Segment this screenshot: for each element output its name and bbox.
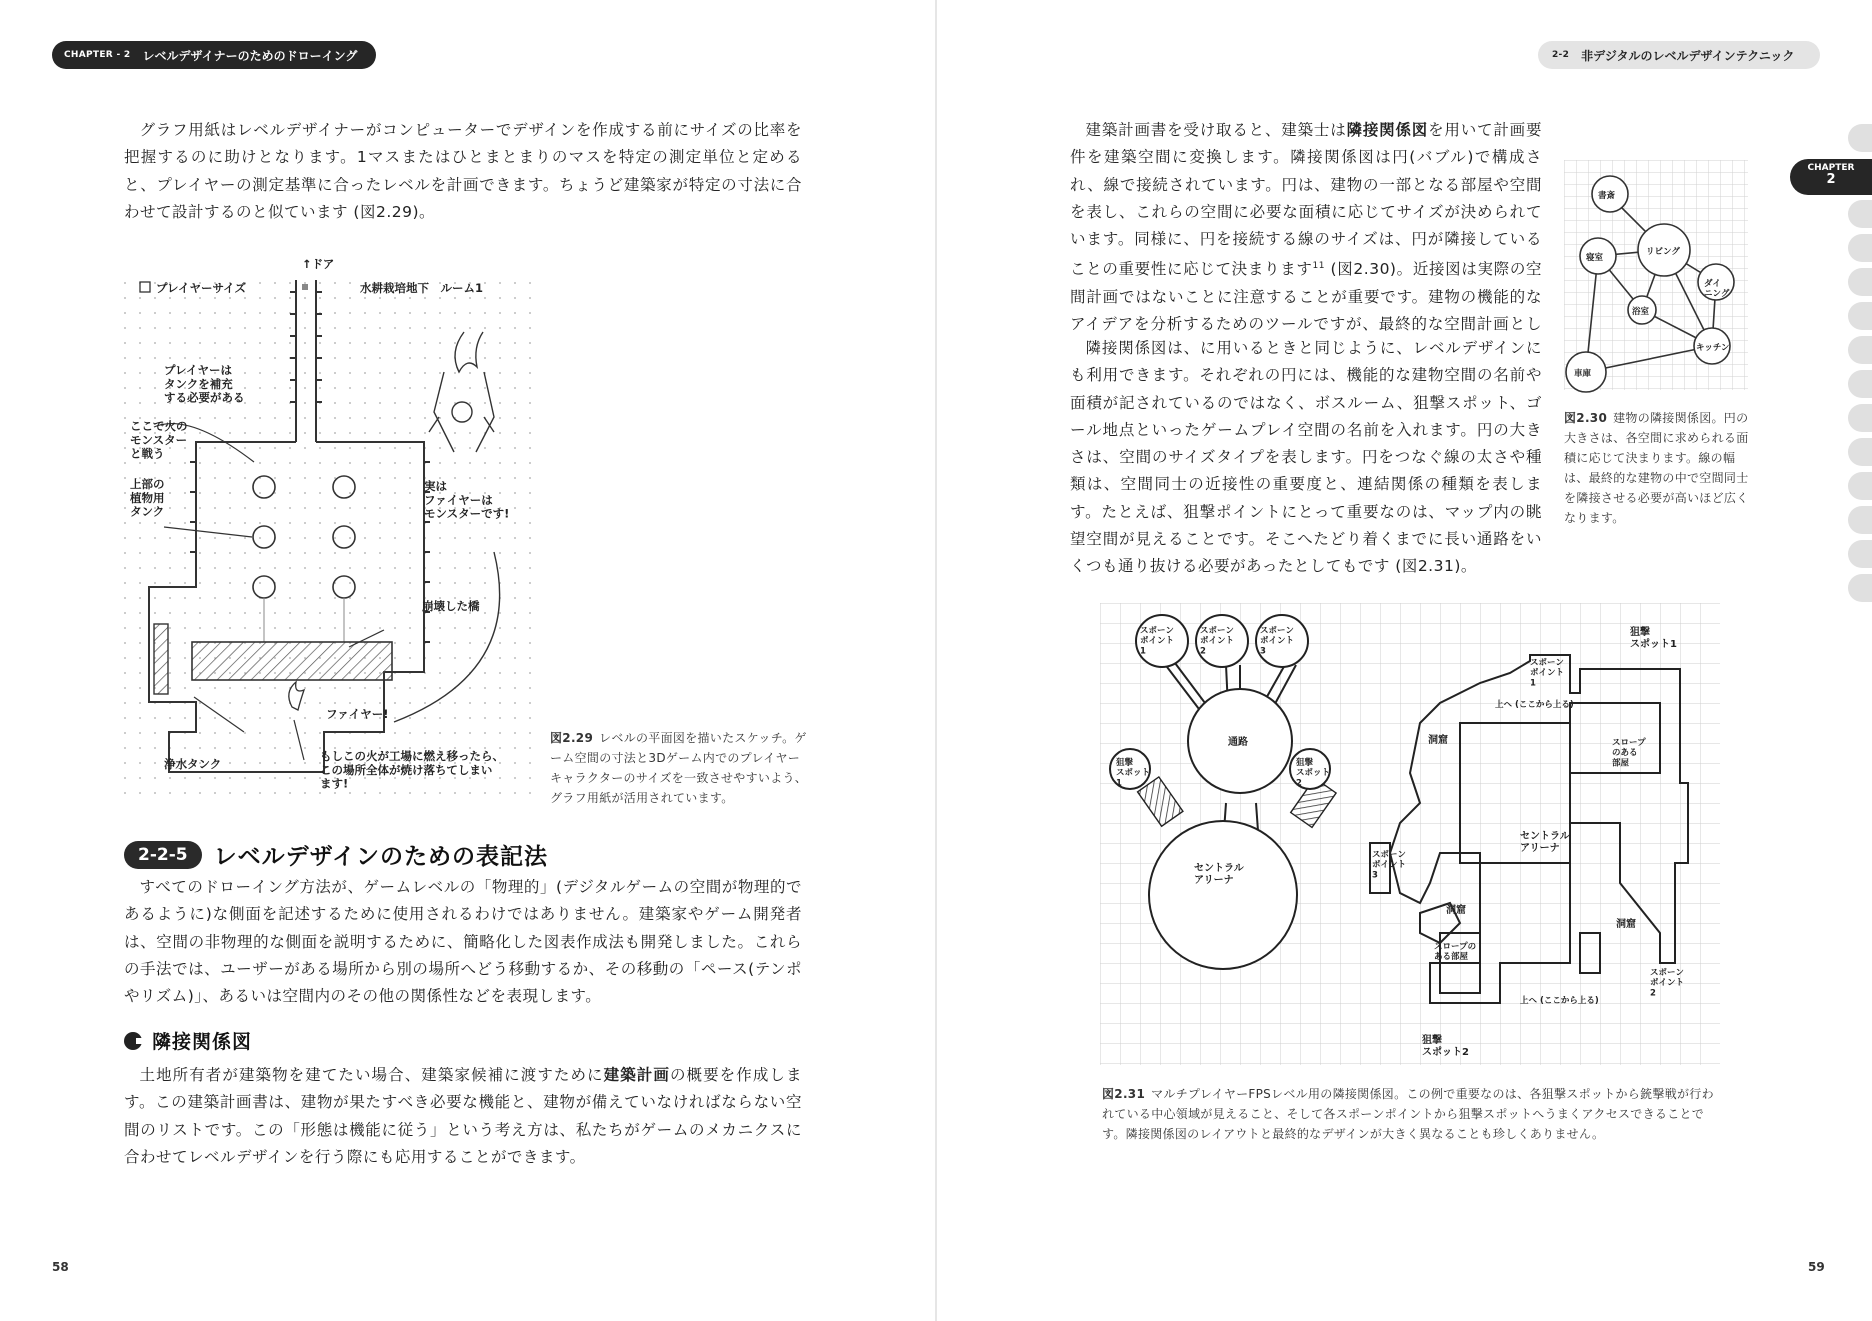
caption-label: 図2.31	[1102, 1087, 1146, 1101]
map-label-spawn2: スポーンポイント 2	[1650, 968, 1685, 999]
section-paragraph: すべてのドローイング方法が、ゲームレベルの「物理的」(デジタルゲームの空間が物理的であるように)な側面を記述するために使用されるわけではありません。建築家やゲーム開発者は、空間の非物理的な側面を説明するために、簡略化した図表作成法も開発しました。これらの手法では、ユーザーがある場所から別の場所へどう移動するか、その移動の「ペース(テンポやリズム)」、あるいは空間内のその他の関係性などを表現します。	[124, 878, 802, 1006]
paragraph-2: 隣接関係図は、に用いるときと同じように、レベルデザインにも利用できます。それぞれの円には、機能的な建物空間の名前や面積が記されているのではなく、ボスルーム、狙撃スポット、ゴール地点といったゲームプレイ空間の名前を入れます。円の大きさは、空間のサイズタイプを表します。円をつなぐ線の太さや種類は、空間同士の近接性の重要度と、連結関係の種類を表します。たとえば、狙撃ポイントにとって重要なのは、マップ内の眺望空間が見えることです。そこへたどり着くまでに長い通路をいくつも通り抜ける必要があったとしてもです (図2.31)。	[1070, 339, 1542, 576]
side-tab	[1848, 404, 1872, 432]
bubble-label-spawn3: スポーンポイント 3	[1260, 626, 1295, 657]
caption-text: 建物の隣接関係図。円の大きさは、各空間に求められる面積に応じて決まります。線の幅は、最終的な建物の中で空間同士を隣接させる必要が高いほど広くなります。	[1564, 411, 1749, 525]
right-para1	[1070, 117, 1542, 342]
chapter-title: レベルデザイナーのためのドローイング	[142, 48, 358, 63]
page-number-right: 59	[1808, 1260, 1825, 1274]
paragraph-1-text: 建築計画書を受け取ると、建築士は隣接関係図を用いて計画要件を建築空間に変換します。隣接関係図は円(バブル)で構成され、線で接続されています。円は、建物の一部となる部屋や空間を表し、これらの空間に必要な面積に応じてサイズが決められています。同様に、円を接続する線のサイズは、円が隣接していることの重要性に応じて決まります$^{11}$ (図2.30)。近接図は実際の空間計画ではないことに注意することが重要です。建物の機能的なアイデアを分析するためのツールですが、最終的な空間計画とし	[1070, 121, 1542, 334]
figure-2-29	[124, 252, 544, 807]
map-label-spawn3: スポーンポイント 3	[1372, 850, 1407, 881]
chapter-header	[52, 41, 376, 69]
subsection-text	[124, 1062, 802, 1171]
level-sketch	[124, 252, 544, 807]
right-para2	[1070, 335, 1542, 581]
chapter-tab-number: 2	[1826, 172, 1836, 187]
figure-2-31	[1100, 603, 1720, 1073]
side-tab	[1848, 370, 1872, 398]
section-header-title: 非デジタルのレベルデザインテクニック	[1581, 48, 1795, 63]
node-kitchen: キッチン	[1696, 343, 1730, 353]
node-study: 書斎	[1598, 191, 1616, 201]
map-label-central: セントラルアリーナ	[1520, 831, 1570, 854]
room-icon	[302, 284, 308, 290]
if-fire-label: もしこの火が工場に燃え移ったら、この場所全体が焼け落ちてしまいます!	[320, 749, 504, 791]
figure-2-29-caption	[550, 728, 808, 808]
map-label-up-top: 上へ (ここから上る)	[1495, 700, 1574, 710]
intro-text	[124, 117, 802, 226]
fight-label: ここで火のモンスターと戦う	[130, 419, 188, 461]
bullet-icon	[124, 1032, 142, 1050]
map-label-sniper1: 狙撃スポット1	[1630, 627, 1677, 650]
side-tab	[1848, 336, 1872, 364]
side-tab	[1848, 472, 1872, 500]
section-number: 2-2-5	[124, 841, 202, 869]
bubble-label-passage: 通路	[1228, 737, 1248, 748]
map-label-slope-top: スロープのある部屋	[1612, 738, 1646, 769]
map-label-cave3: 洞窟	[1616, 919, 1636, 930]
section-heading	[124, 838, 548, 871]
node-bedroom: 寝室	[1586, 253, 1604, 263]
water-tank-label: 浄水タンク	[164, 757, 222, 771]
node-bath: 浴室	[1632, 307, 1650, 317]
chapter-tab-label: CHAPTER	[1807, 163, 1855, 173]
refill-label: プレイヤーはタンクを補充する必要がある	[164, 363, 245, 405]
adjacency-diagram	[1564, 160, 1748, 400]
bubble-label-spawn2: スポーンポイント 2	[1200, 626, 1235, 657]
subsection-title: 隣接関係図	[152, 1031, 253, 1053]
caption-text: レベルの平面図を描いたスケッチ。ゲーム空間の寸法と3Dゲーム内でのプレイヤーキャラクターのサイズを一致させやすいよう、グラフ用紙が活用されています。	[550, 731, 808, 805]
chapter-tab	[1790, 159, 1872, 195]
figure-2-31-caption	[1102, 1084, 1722, 1144]
player-size-label: プレイヤーサイズ	[156, 281, 247, 295]
map-label-cave2: 洞窟	[1446, 905, 1466, 916]
side-tab	[1848, 302, 1872, 330]
map-label-slope-bottom: スロープのある部屋	[1434, 942, 1477, 963]
node-garage: 車庫	[1574, 369, 1592, 379]
map-label-cave1: 洞窟	[1428, 735, 1448, 746]
caption-label: 図2.29	[550, 731, 594, 745]
section-text	[124, 874, 802, 1010]
section-title: レベルデザインのための表記法	[213, 844, 548, 870]
side-tab	[1848, 268, 1872, 296]
caption-label: 図2.30	[1564, 411, 1608, 425]
bold-term: 隣接関係図	[1346, 121, 1429, 139]
fps-adjacency-map	[1100, 603, 1720, 1073]
side-tab	[1848, 234, 1872, 262]
bubble-label-sniper1: 狙撃スポット 1	[1116, 758, 1151, 789]
bubble-central	[1149, 821, 1297, 969]
figure-2-30	[1564, 160, 1748, 400]
upper-tank-label: 上部の植物用タンク	[130, 477, 165, 519]
intro-paragraph: グラフ用紙はレベルデザイナーがコンピューターでデザインを作成する前にサイズの比率を把握するのに助けとなります。1マスまたはひとまとまりのマスを特定の測定単位と定めると、プレイヤーの測定基準に合ったレベルを計画できます。ちょうど建築家が特定の寸法に合わせて設計するのと似ています (図2.29)。	[124, 121, 802, 221]
chapter-tag: CHAPTER - 2	[64, 50, 131, 60]
map-label-sniper2: 狙撃スポット2	[1422, 1035, 1469, 1058]
side-tab	[1848, 506, 1872, 534]
side-tab	[1848, 540, 1872, 568]
map-label-spawn1: スポーンポイント 1	[1530, 658, 1565, 689]
caption-text: マルチプレイヤーFPSレベル用の隣接関係図。この例で重要なのは、各狙撃スポットから銃撃戦が行われている中心領域が見えること、そして各スポーンポイントから狙撃スポットへうまくアクセスできることです。隣接関係図のレイアウトと最終的なデザインが大きく異なることも珍しくありません。	[1102, 1087, 1714, 1141]
bold-term: 建築計画	[603, 1066, 670, 1084]
bubble-label-central: セントラルアリーナ	[1194, 863, 1244, 886]
broken-bridge-label: 崩壊した橋	[422, 599, 480, 613]
node-living: リビング	[1646, 247, 1680, 257]
section-tag: 2-2	[1552, 50, 1570, 60]
side-tab	[1848, 124, 1872, 152]
monster-label: 実はファイヤーはモンスターです!	[424, 479, 510, 521]
subsection-heading	[124, 1027, 252, 1054]
section-header	[1538, 41, 1820, 69]
subsection-paragraph: 土地所有者が建築物を建てたい場合、建築家候補に渡すために建築計画の概要を作成します。この建築計画書は、建物が果たすべき必要な機能と、建物が備えていなければならない空間のリストです。この「形態は機能に従う」という考え方は、私たちがゲームのメカニクスに合わせてレベルデザインを行う際にも応用することができます。	[124, 1066, 802, 1166]
side-tab	[1848, 438, 1872, 466]
figure-2-30-caption	[1564, 408, 1750, 528]
page-number-left: 58	[52, 1260, 69, 1274]
fire-label: ファイヤー!	[326, 707, 389, 721]
side-tab	[1848, 200, 1872, 228]
side-tab	[1848, 574, 1872, 602]
bubble-label-sniper2: 狙撃スポット 2	[1296, 758, 1331, 789]
bubble-label-spawn1: スポーンポイント 1	[1140, 626, 1175, 657]
map-label-up-bottom: 上へ (ここから上る)	[1520, 996, 1599, 1006]
room-title-label: 水耕栽培地下 ルーム1	[360, 281, 484, 295]
node-dining: ダイニング	[1704, 279, 1730, 300]
door-label: ↑ドア	[302, 257, 335, 271]
